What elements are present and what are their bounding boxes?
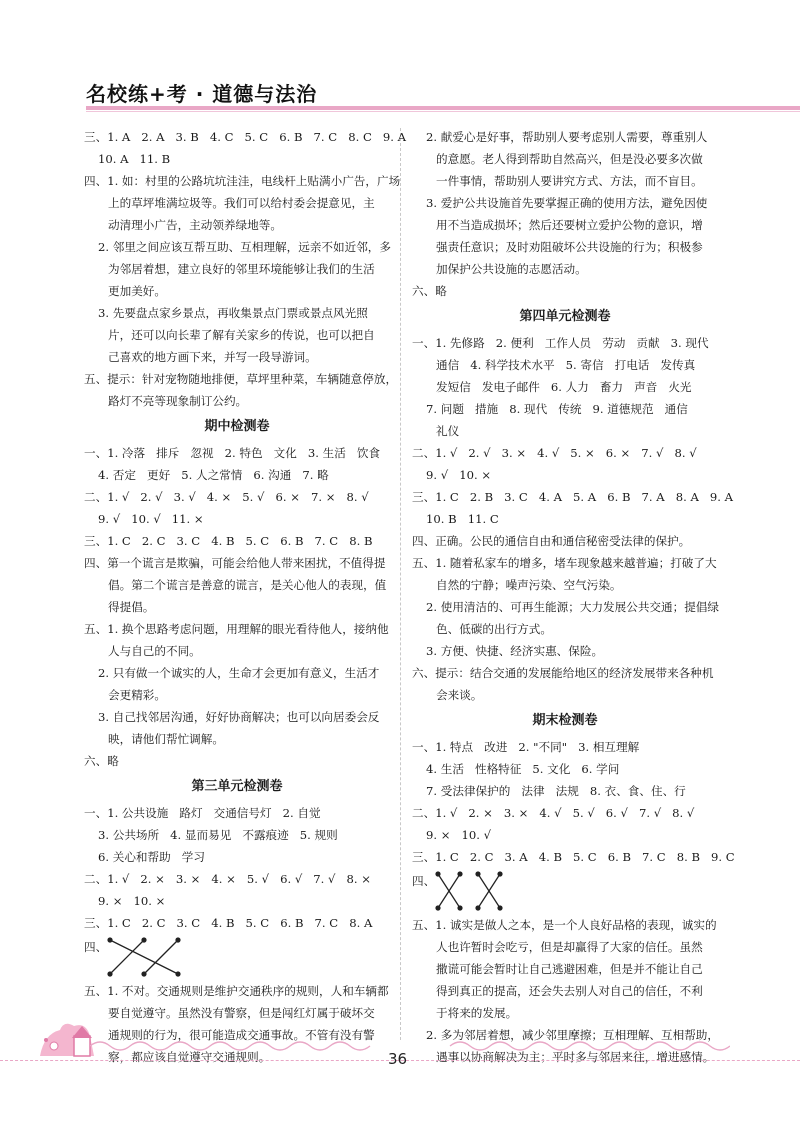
right-block-1 [412,126,718,302]
answer-line: 五、1. 诚实是做人之本，是一个人良好品格的表现，诚实的 [412,918,717,932]
answer-line: 映，请他们帮忙调解。 [108,732,224,746]
answer-line: 3. 方便、快捷、经济实惠、保险。 [426,644,604,658]
answer-line: 四、第一个谎言是欺骗，可能会给他人带来困扰，不值得提 [84,556,386,570]
answer-line: 9. × 10. √ [426,828,492,842]
answer-line: 2. 只有做一个诚实的人，生命才会更加有意义，生活才 [98,666,380,680]
answer-line: 9. √ 10. × [426,468,492,482]
answer-line: 4. 否定 更好 5. 人之常情 6. 沟通 7. 略 [98,468,329,482]
left-block-2 [84,442,390,772]
answer-line: 一、1. 公共设施 路灯 交通信号灯 2. 自觉 [84,806,321,820]
matching-label: 四、 [84,940,108,954]
answer-line: 倡。第二个谎言是善意的谎言，是关心他人的表现，值 [108,578,387,592]
answer-line: 2. 使用清洁的、可再生能源；大力发展公共交通；提倡绿 [426,600,719,614]
answer-line: 发短信 发电子邮件 6. 人力 畜力 声音 火光 [436,380,692,394]
match-line [110,940,144,974]
answer-line: 加保护公共设施的志愿活动。 [436,262,587,276]
answer-line: 人也许暂时会吃亏，但是却赢得了大家的信任。虽然 [436,940,703,954]
answer-line: 2. 多为邻居着想，减少邻里摩擦；互相理解、互相帮助， [426,1028,719,1042]
answer-line: 五、提示：针对宠物随地排便，草坪里种菜，车辆随意停放， [84,372,398,386]
answer-line: 三、1. C 2. C 3. A 4. B 5. C 6. B 7. C 8. B 9. C [412,850,735,864]
answer-line: 用不当造成损坏；然后还要树立爱护公物的意识，增 [436,218,703,232]
answer-line: 要自觉遵守。虽然没有警察，但是闯红灯属于破坏交 [108,1006,375,1020]
answer-line: 三、1. C 2. B 3. C 4. A 5. A 6. B 7. A 8. A 9. A [412,490,734,504]
matching-lines-right [434,868,544,914]
footer-wave-ornament [90,1036,730,1056]
section-title-unit3: 第三单元检测卷 [191,779,283,794]
answer-line: 二、1. √ 2. × 3. × 4. √ 5. √ 6. √ 7. √ 8. √ [412,806,695,820]
header-underline [86,111,800,112]
answer-line: 3. 公共场所 4. 显而易见 不露痕迹 5. 规则 [98,828,338,842]
answer-line: 六、略 [84,754,119,768]
answer-line: 通规则的行为，很可能造成交通事故。不管有没有警 [108,1028,375,1042]
section-title-final: 期末检测卷 [532,713,598,728]
answer-line: 一件事情，帮助别人要讲究方式、方法，而不盲目。 [436,174,703,188]
answer-line: 一、1. 特点 改进 2. "不同" 3. 相互理解 [412,740,640,754]
section-title-unit4: 第四单元检测卷 [519,309,611,324]
answer-line: 上的草坪堆满垃圾等。我们可以给村委会提意见，主 [108,196,375,210]
right-block-3 [412,736,735,868]
answer-line: 三、1. A 2. A 3. B 4. C 5. C 6. B 7. C 8. C 9. A [84,130,406,144]
book-title: 名校练+考 · 道德与法治 [86,82,318,106]
answer-line: 的意愿。老人得到帮助自然高兴，但是没必要多次做 [436,152,703,166]
answer-line: 四、正确。公民的通信自由和通信秘密受法律的保护。 [412,534,691,548]
column-divider [400,128,401,1040]
answer-line: 二、1. √ 2. × 3. × 4. × 5. √ 6. √ 7. √ 8. × [84,872,371,886]
answer-line: 察，都应该自觉遵守交通规则。 [108,1050,271,1064]
answer-line: 9. √ 10. √ 11. × [98,512,204,526]
answer-line: 得到真正的提高，还会失去别人对自己的信任，不利 [436,984,703,998]
answer-line: 人与自己的不同。 [108,644,201,658]
answer-line: 五、1. 不对。交通规则是维护交通秩序的规则，人和车辆都 [84,984,389,998]
answer-line: 3. 爱护公共设施首先要掌握正确的使用方法，避免因使 [426,196,708,210]
answer-line: 7. 问题 措施 8. 现代 传统 9. 道德规范 通信 [426,402,688,416]
answer-line: 10. A 11. B [98,152,171,166]
left-block-3 [84,802,390,934]
answer-line: 四、1. 如：村里的公路坑坑洼洼，电线杆上贴满小广告，广场 [84,174,401,188]
section-title-midterm: 期中检测卷 [204,419,270,434]
answer-line: 7. 受法律保护的 法律 法规 8. 衣、食、住、行 [426,784,686,798]
answer-line: 强责任意识；及时劝阻破坏公共设施的行为；积极参 [436,240,703,254]
answer-line: 会来谈。 [436,688,483,702]
header-bar [86,106,800,110]
answer-line: 六、略 [412,284,447,298]
right-column [412,126,735,1068]
answer-line: 三、1. C 2. C 3. C 4. B 5. C 6. B 7. C 8. A [84,916,373,930]
answer-line: 通信 4. 科学技术水平 5. 寄信 打电话 发传真 [436,358,696,372]
answer-line: 撒谎可能会暂时让自己逃避困难，但是并不能让自己 [436,962,703,976]
answer-line: 己喜欢的地方画下来，并写一段导游词。 [108,350,317,364]
answer-line: 片，还可以向长辈了解有关家乡的传说，也可以把自 [108,328,375,342]
answer-line: 会更精彩。 [108,688,166,702]
match-line [144,940,178,974]
answer-line: 遇事以协商解决为主；平时多与邻居来往，增进感情。 [436,1050,715,1064]
answer-line: 六、提示：结合交通的发展能给地区的经济发展带来各种机 [412,666,714,680]
answer-line: 6. 关心和帮助 学习 [98,850,205,864]
answer-line: 路灯不亮等现象制订公约。 [108,394,248,408]
answer-line: 二、1. √ 2. √ 3. × 4. √ 5. × 6. × 7. √ 8. √ [412,446,697,460]
answer-line: 9. × 10. × [98,894,166,908]
answer-line: 二、1. √ 2. √ 3. √ 4. × 5. √ 6. × 7. × 8. √ [84,490,369,504]
page-number: 36 [388,1050,408,1068]
answer-line: 3. 先要盘点家乡景点，再收集景点门票或景点风光照 [98,306,368,320]
answer-line: 4. 生活 性格特征 5. 文化 6. 学问 [426,762,620,776]
answer-line: 10. B 11. C [426,512,499,526]
answer-line: 于将来的发展。 [436,1006,518,1020]
matching-answer-left [84,934,390,980]
answer-line: 一、1. 冷落 排斥 忽视 2. 特色 文化 3. 生活 饮食 [84,446,381,460]
answer-line: 2. 邻里之间应该互帮互助、互相理解，远亲不如近邻，多 [98,240,391,254]
answer-line: 五、1. 换个思路考虑问题，用理解的眼光看待他人，接纳他 [84,622,389,636]
answer-line: 五、1. 随着私家车的增多，堵车现象越来越普遍；打破了大 [412,556,717,570]
answer-line: 2. 献爱心是好事，帮助别人要考虑别人需要，尊重别人 [426,130,708,144]
matching-answer-right [412,868,718,914]
answer-line: 得提倡。 [108,600,155,614]
answer-line: 一、1. 先修路 2. 便利 工作人员 劳动 贡献 3. 现代 [412,336,709,350]
answer-line: 3. 自己找邻居沟通，好好协商解决；也可以向居委会反 [98,710,380,724]
answer-line: 礼仪 [436,424,460,438]
matching-lines-left [106,934,216,980]
left-block-1 [84,126,406,412]
match-line [110,940,178,974]
matching-label: 四、 [412,874,436,888]
answer-line: 自然的宁静；噪声污染、空气污染。 [436,578,622,592]
answer-line: 色、低碳的出行方式。 [436,622,552,636]
answer-line: 更加美好。 [108,284,166,298]
answer-line: 动清理小广告，主动领养绿地等。 [108,218,282,232]
answer-line: 三、1. C 2. C 3. C 4. B 5. C 6. B 7. C 8. B [84,534,373,548]
right-block-2 [412,332,734,706]
answer-line: 为邻居着想，建立良好的邻里环境能够让我们的生活 [108,262,375,276]
